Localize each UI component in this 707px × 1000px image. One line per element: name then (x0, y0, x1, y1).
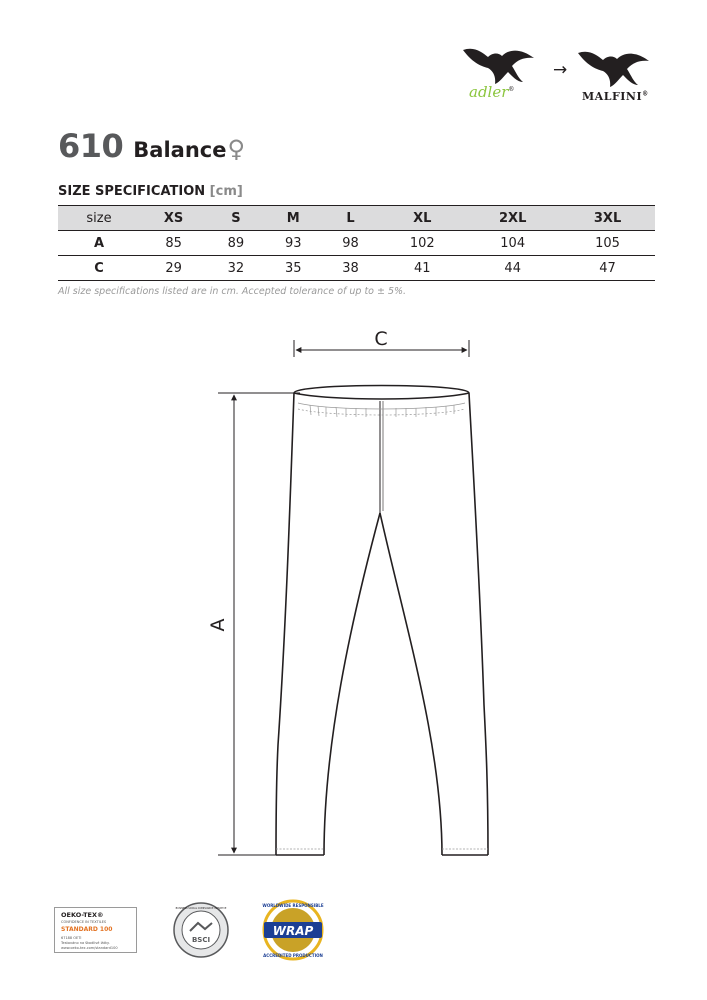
product-name: Balance (133, 138, 227, 162)
product-title (58, 127, 245, 165)
size-table-header (58, 206, 655, 231)
table-cell: 44 (465, 256, 560, 281)
svg-text:BUSINESS SOCIAL COMPLIANCE INI: BUSINESS SOCIAL COMPLIANCE INITIATIVE (175, 907, 227, 910)
svg-text:ACCREDITED PRODUCTION: ACCREDITED PRODUCTION (263, 953, 323, 958)
table-cell: 98 (322, 231, 379, 256)
arrow-right-icon: → (553, 60, 568, 80)
label-a: A (207, 618, 229, 632)
size-header-cell: M (265, 206, 322, 231)
size-header-cell: 3XL (560, 206, 655, 231)
row-label: C (58, 256, 140, 281)
waistband-stitching (276, 403, 488, 849)
table-cell: 104 (465, 231, 560, 256)
table-cell: 35 (265, 256, 322, 281)
wrap-badge-icon (258, 898, 328, 962)
malfini-logo-text: MALFINI® (582, 90, 649, 103)
female-symbol-icon: ♀ (227, 135, 246, 163)
leggings-outline (276, 386, 488, 856)
dimension-a (207, 393, 300, 855)
tolerance-note: All size specifications listed are in cm. Accepted tolerance of up to ± 5%. (58, 286, 407, 297)
table-cell: 38 (322, 256, 379, 281)
size-header-cell: 2XL (465, 206, 560, 231)
table-cell: 85 (140, 231, 207, 256)
adler-bird-logo-icon (460, 40, 540, 86)
table-cell: 89 (207, 231, 264, 256)
table-cell: 29 (140, 256, 207, 281)
table-cell: 102 (379, 231, 465, 256)
size-header-cell: XS (140, 206, 207, 231)
product-code: 610 (58, 127, 124, 165)
size-spec-unit: [cm] (209, 184, 243, 199)
svg-text:WRAP: WRAP (272, 924, 314, 938)
bsci-badge-icon (172, 901, 230, 959)
table-cell: 47 (560, 256, 655, 281)
oeko-tex-badge: OEKO-TEX® CONFIDENCE IN TEXTILES STANDARD 100 67188 OETI Testováno na škodlivé látky. www.oeko-tex.com/standard100 (54, 907, 137, 953)
table-cell: 32 (207, 256, 264, 281)
size-header-cell: L (322, 206, 379, 231)
table-cell: 93 (265, 231, 322, 256)
table-row (58, 231, 655, 256)
malfini-bird-logo-icon (575, 43, 655, 89)
svg-text:WORLDWIDE RESPONSIBLE: WORLDWIDE RESPONSIBLE (262, 903, 324, 908)
row-label: A (58, 231, 140, 256)
label-c: C (374, 328, 388, 350)
table-cell: 41 (379, 256, 465, 281)
size-spec-heading: SIZE SPECIFICATION [cm] (58, 184, 243, 199)
size-header-cell: XL (379, 206, 465, 231)
size-table (58, 205, 655, 281)
size-header-cell: S (207, 206, 264, 231)
table-row (58, 256, 655, 281)
leggings-diagram (190, 325, 510, 870)
header-label: size (58, 206, 140, 231)
svg-text:BSCI: BSCI (191, 936, 211, 944)
adler-logo-text: adler® (469, 83, 515, 101)
table-cell: 105 (560, 231, 655, 256)
dimension-c (294, 328, 469, 357)
